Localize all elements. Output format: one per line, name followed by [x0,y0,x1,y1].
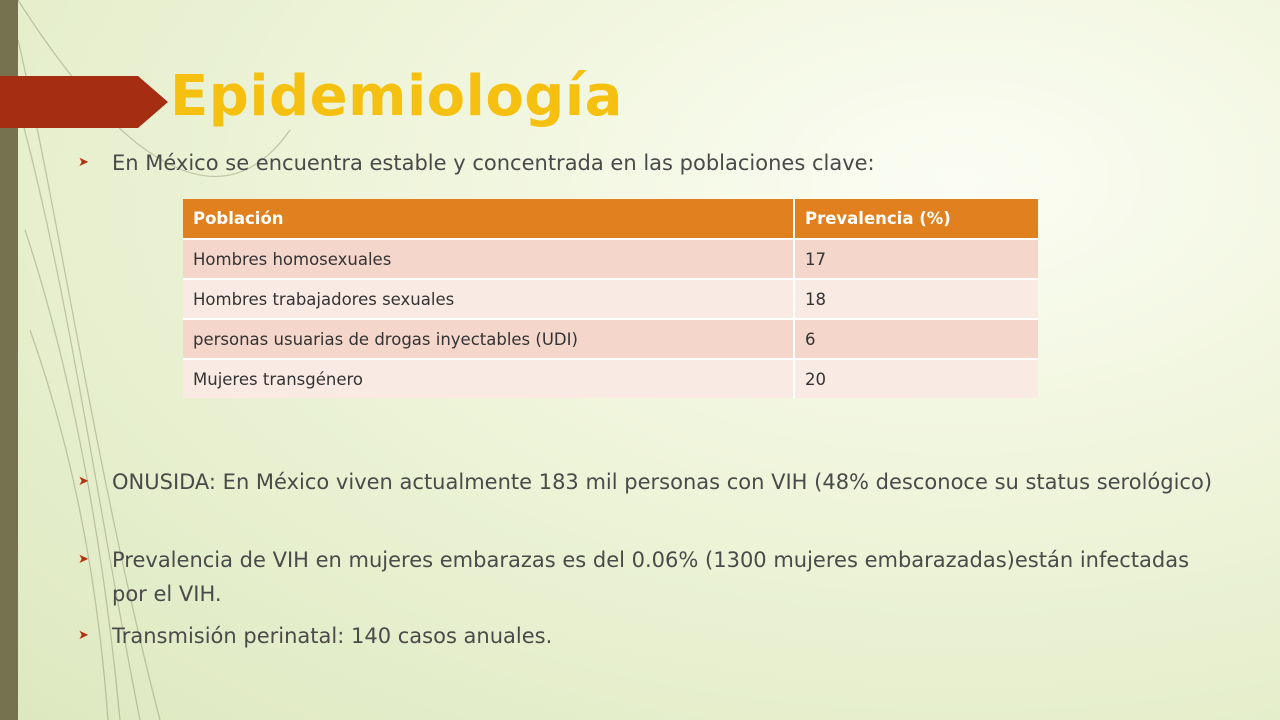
table-cell: Mujeres transgénero [183,359,794,398]
table-cell: 6 [794,319,1038,359]
table-cell: 20 [794,359,1038,398]
bullet-text: ONUSIDA: En México viven actualmente 183 mil personas con VIH (48% desconoce su status serológico) [112,470,1213,494]
bullet-item [78,146,1258,180]
bullet-text: En México se encuentra estable y concentrada en las poblaciones clave: [112,151,875,175]
table-header-row [183,199,1038,239]
table-row [183,239,1038,279]
arrow-right-icon: ➤ [78,474,89,489]
bullet-item [78,619,1228,653]
table-cell: 17 [794,239,1038,279]
arrow-right-icon: ➤ [78,155,89,170]
table-cell: Hombres homosexuales [183,239,794,279]
bullet-item [78,543,1228,611]
table-row [183,279,1038,319]
slide-title: Epidemiología [170,64,623,129]
title-arrow-banner [0,76,168,128]
table-row [183,319,1038,359]
table-cell: Hombres trabajadores sexuales [183,279,794,319]
table-cell: 18 [794,279,1038,319]
bullet-item [78,465,1228,499]
column-header-poblacion: Población [183,199,794,239]
arrow-right-icon: ➤ [78,552,89,567]
table-cell: personas usuarias de drogas inyectables (UDI) [183,319,794,359]
table-row [183,359,1038,398]
bullet-text: Prevalencia de VIH en mujeres embarazas es del 0.06% (1300 mujeres embarazadas)están infectadas por el VIH. [112,548,1190,606]
column-header-prevalencia: Prevalencia (%) [794,199,1038,239]
bullet-text: Transmisión perinatal: 140 casos anuales. [112,624,553,648]
arrow-right-icon: ➤ [78,628,89,643]
prevalence-table [183,199,1038,398]
